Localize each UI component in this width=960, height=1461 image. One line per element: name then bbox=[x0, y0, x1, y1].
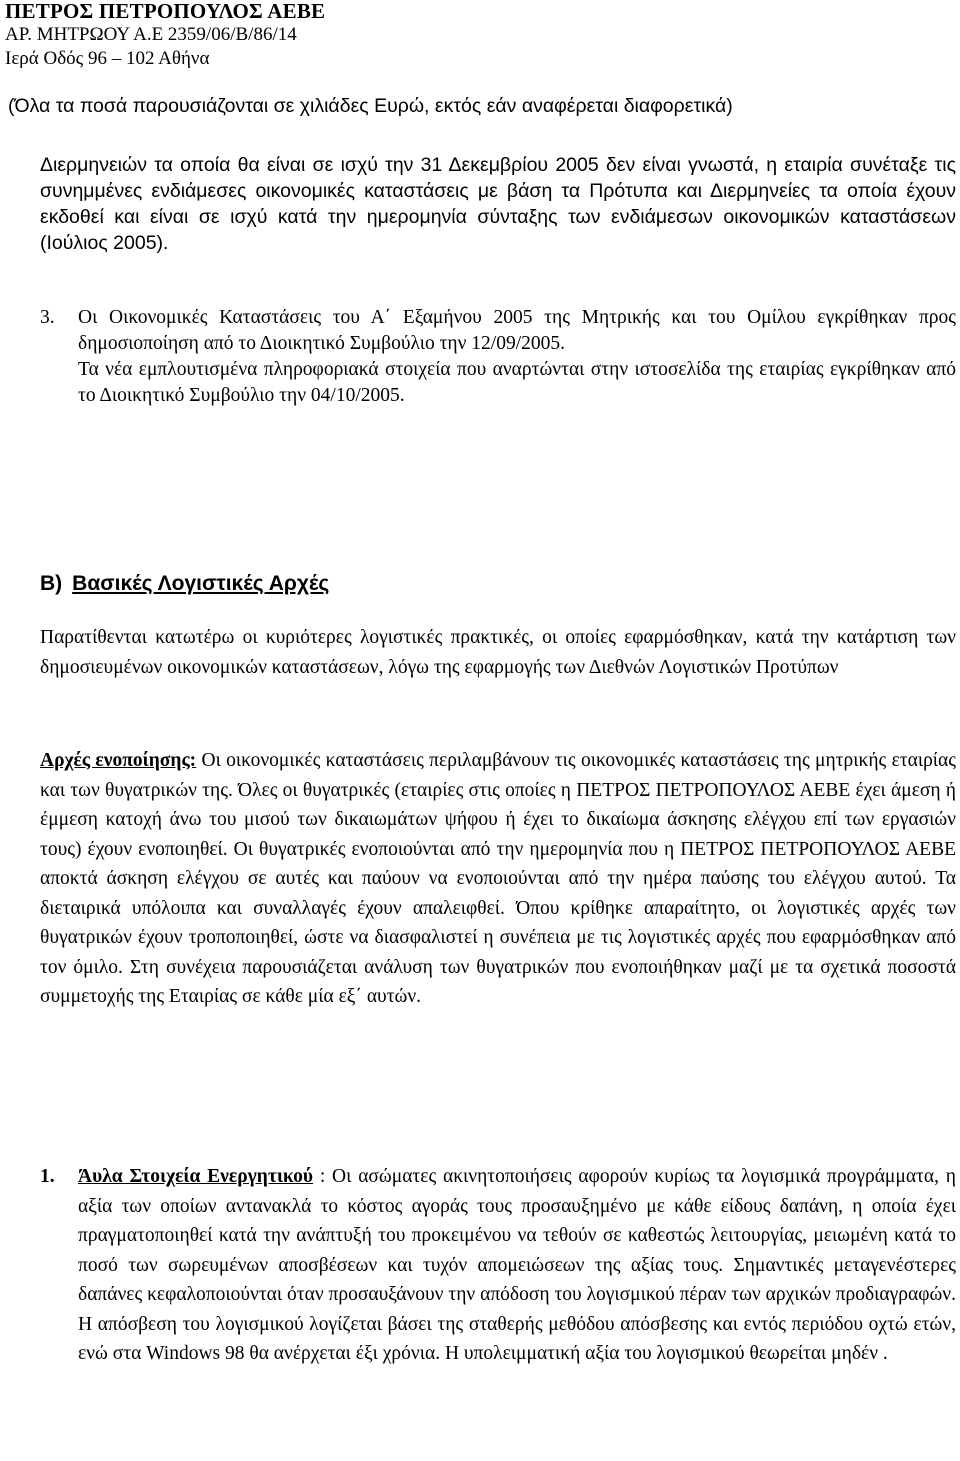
company-address: Ιερά Οδός 96 – 102 Αθήνα bbox=[5, 48, 210, 69]
interpretations-paragraph: Διερμηνειών τα οποία θα είναι σε ισχύ την 31 Δεκεμβρίου 2005 δεν είναι γνωστά, η εταιρία συνέταξε τις συνημμένες ενδιάμεσες οικονομικές καταστάσεις με βάση τα Πρότυπα και Διερμηνείες τα οποία έχουν εκδοθεί και είναι σε ισχύ κατά την ημερομηνία σύνταξης των ενδιάμεσων οικονομικών καταστάσεων (Ιούλιος 2005). bbox=[40, 154, 956, 254]
item-3-approval-text: Οι Οικονομικές Καταστάσεις του Α΄ Εξαμήνου 2005 της Μητρικής και του Ομίλου εγκρίθηκαν προς δημοσιοποίηση από το Διοικητικό Συμβούλιο την 12/09/2005. bbox=[78, 307, 956, 354]
consolidation-paragraph bbox=[40, 746, 956, 1012]
item-number: 1. bbox=[40, 1166, 55, 1187]
section-heading bbox=[40, 572, 329, 596]
intangible-assets-label: Άυλα Στοιχεία Ενεργητικού bbox=[78, 1166, 314, 1187]
currency-note: (Όλα τα ποσά παρουσιάζονται σε χιλιάδες Ευρώ, εκτός εάν αναφέρεται διαφορετικά) bbox=[8, 95, 733, 117]
intangible-assets-text bbox=[78, 1162, 956, 1369]
accounting-intro-paragraph: Παρατίθενται κατωτέρω οι κυριότερες λογιστικές πρακτικές, οι οποίες εφαρμόσθηκαν, κατά την κατάρτιση των δημοσιευμένων οικονομικών καταστάσεων, λόγω της εφαρμογής των Διεθνών Λογιστικών Προτύπων bbox=[40, 627, 956, 678]
intangible-assets-body: : Οι ασώματες ακινητοποιήσεις αφορούν κυρίως τα λογισμικά προγράμματα, η αξία των οποίων αντανακλά το κόστος αγοράς τους προσαυξημένο με κάθε είδους δαπάνη, η οποία έχει πραγματοποιηθεί κατά την ανάπτυξή του προκειμένου να τεθούν σε καθεστώς λειτουργίας, μειωμένη κατά το ποσό των σωρευμένων αποσβέσεων και τυχόν απομειώσεων της αξίας τους. Σημαντικές μεταγενέστερες δαπάνες κεφαλοποιούνται όταν προσαυξάνουν την απόδοση του λογισμικού πέραν των αρχικών προδιαγραφών. Η απόσβεση του λογισμικού λογίζεται βάσει της σταθερής μεθόδου απόσβεσης και εντός περιόδου οχτώ ετών, ενώ στα Windows 98 θα ανέρχεται έξι χρόνια. Η υπολειμματική αξία του λογισμικού θεωρείται μηδέν . bbox=[78, 1166, 956, 1364]
registry-number: ΑΡ. ΜΗΤΡΩΟΥ Α.Ε 2359/06/Β/86/14 bbox=[5, 24, 297, 45]
list-item-1 bbox=[40, 1162, 956, 1369]
consolidation-label: Αρχές ενοποίησης: bbox=[40, 750, 197, 771]
list-item-3 bbox=[40, 305, 956, 409]
consolidation-text: Οι οικονομικές καταστάσεις περιλαμβάνουν τις οικονομικές καταστάσεις της μητρικής εταιρίας και των θυγατρικών της. Όλες οι θυγατρικές (εταιρίες στις οποίες η ΠΕΤΡΟΣ ΠΕΤΡΟΠΟΥΛΟΣ ΑΕΒΕ έχει άμεση ή έμμεση κατοχή άνω του μισού των δικαιωμάτων ψήφου ή έχει το δικαίωμα άσκησης ελέγχου επί των εργασιών τους) έχουν ενοποιηθεί. Οι θυγατρικές ενοποιούνται από την ημερομηνία που η ΠΕΤΡΟΣ ΠΕΤΡΟΠΟΥΛΟΣ ΑΕΒΕ αποκτά άσκηση ελέγχου σε αυτές και παύουν να ενοποιούνται από την ημέρα παύσης του ελέγχου αυτού. Τα διεταιρικά υπόλοιπα και συναλλαγές έχουν απαλειφθεί. Όπου κρίθηκε απαραίτητο, οι λογιστικές αρχές των θυγατρικών έχουν τροποποιηθεί, ώστε να διασφαλιστεί η συνέπεια με τις λογιστικές αρχές που εφαρμόσθηκαν από τον όμιλο. Στη συνέχεια παρουσιάζεται ανάλυση των θυγατρικών που ενοποιήθηκαν μαζί με τα σχετικά ποσοστά συμμετοχής της Εταιρίας σε κάθε μία εξ΄ αυτών. bbox=[40, 750, 956, 1007]
section-title: Βασικές Λογιστικές Αρχές bbox=[72, 572, 330, 595]
item-number: 3. bbox=[40, 307, 55, 328]
company-header bbox=[5, 0, 325, 70]
item-3-website-text: Τα νέα εμπλουτισμένα πληροφοριακά στοιχεία που αναρτώνται στην ιστοσελίδα της εταιρίας εγκρίθηκαν από το Διοικητικό Συμβούλιο την 04/10/2005. bbox=[78, 359, 956, 406]
section-letter: Β) bbox=[40, 572, 63, 595]
company-name: ΠΕΤΡΟΣ ΠΕΤΡΟΠΟΥΛΟΣ ΑΕΒΕ bbox=[5, 0, 326, 23]
